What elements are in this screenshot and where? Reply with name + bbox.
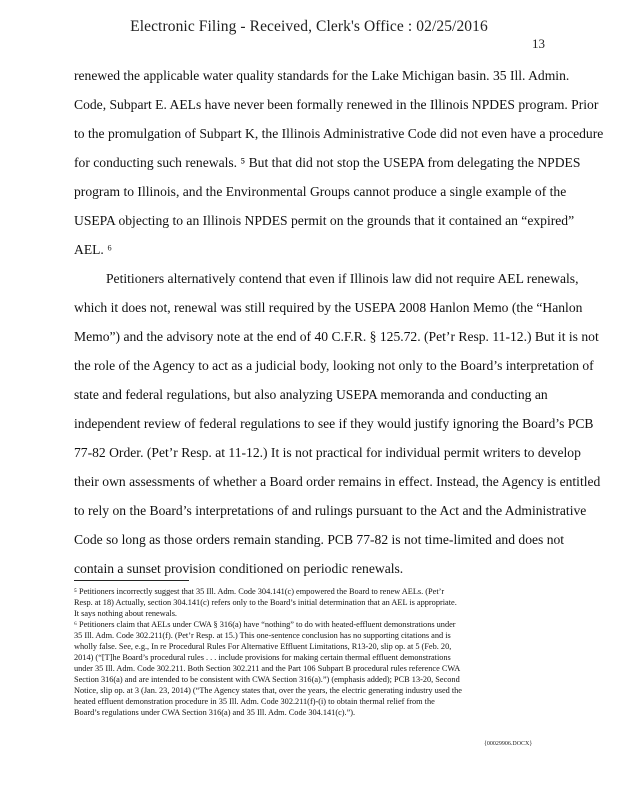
footnote-line: heated effluent demonstration procedure in 35 Ill. Adm. Code 302.211(f)-(i) to obtain thermal relief from the — [74, 697, 435, 706]
body-line: state and federal regulations, but also analyzing USEPA memoranda and conducting an — [74, 387, 548, 402]
body-line: Code, Subpart E. AELs have never been formally renewed in the Illinois NPDES program. Prior — [74, 97, 599, 112]
body-line: AEL. ⁶ — [74, 242, 112, 257]
paragraph-start-line: Petitioners alternatively contend that even if Illinois law did not require AEL renewals, — [106, 271, 579, 286]
body-line: their own assessments of whether a Board order remains in effect. Instead, the Agency is entitled — [74, 474, 601, 489]
footnote-line: wholly false. See, e.g., In re Procedural Rules For Alternative Effluent Limitations, R13-20, slip op. at 5 (Feb. 20, — [74, 642, 452, 651]
document-id: {00029906.DOCX} — [484, 741, 533, 747]
footnote-line: It says nothing about renewals. — [74, 609, 177, 618]
footnote-line: ⁶ Petitioners claim that AELs under CWA § 316(a) have “nothing” to do with heated-effluent demonstrations under — [74, 620, 456, 629]
body-line: the role of the Agency to act as a judicial body, looking not only to the Board’s interpretation of — [74, 358, 594, 373]
body-line: which it does not, renewal was still required by the USEPA 2008 Hanlon Memo (the “Hanlon — [74, 300, 583, 315]
body-line: program to Illinois, and the Environmental Groups cannot produce a single example of the — [74, 184, 567, 199]
body-line: to the promulgation of Subpart K, the Illinois Administrative Code did not even have a procedure — [74, 126, 604, 141]
body-line: Memo”) and the advisory note at the end of 40 C.F.R. § 125.72. (Pet’r Resp. 11-12.) But it is not — [74, 329, 599, 344]
footnote-line: Resp. at 18) Actually, section 304.141(c) refers only to the Board’s initial determination that an AEL is appropriate. — [74, 598, 457, 607]
body-line: renewed the applicable water quality standards for the Lake Michigan basin. 35 Ill. Admin. — [74, 68, 570, 83]
page-number: 13 — [532, 36, 545, 51]
footnote-separator — [74, 580, 189, 581]
footnote-line: 35 Ill. Adm. Code 302.211(f). (Pet’r Resp. at 15.) This one-sentence conclusion has no supporting citations and is — [74, 631, 451, 640]
body-line: contain a sunset provision conditioned on periodic renewals. — [74, 561, 404, 576]
footnote-line: 2014) (“[T]he Board’s procedural rules . . . include provisions for making certain thermal effluent demonstrations — [74, 653, 451, 662]
footnote-line: ⁵ Petitioners incorrectly suggest that 35 Ill. Adm. Code 304.141(c) empowered the Board to renew AELs. (Pet’r — [74, 587, 445, 596]
body-line: 77-82 Order. (Pet’r Resp. at 11-12.) It is not practical for individual permit writers to develop — [74, 445, 581, 460]
efiling-header: Electronic Filing - Received, Clerk's Office : 02/25/2016 — [130, 18, 488, 35]
body-line: Code so long as those orders remain standing. PCB 77-82 is not time-limited and does not — [74, 532, 565, 547]
footnote-line: Board’s regulations under CWA Section 316(a) and 35 Ill. Adm. Code 304.141(c).”). — [74, 708, 356, 717]
footnote-line: Section 316(a) and are intended to be consistent with CWA Section 316(a).”) (emphasis added); PCB 13-20, Second — [74, 675, 460, 684]
body-line: for conducting such renewals. ⁵ But that did not stop the USEPA from delegating the NPDES — [74, 155, 581, 170]
body-line: to rely on the Board’s interpretations of and rulings pursuant to the Act and the Administrative — [74, 503, 587, 518]
body-line: USEPA objecting to an Illinois NPDES permit on the grounds that it contained an “expired” — [74, 213, 575, 228]
footnote-line: under 35 Ill. Adm. Code 302.211. Both Section 302.211 and the Part 106 Subpart B procedural rules reference CWA — [74, 664, 461, 673]
body-line: independent review of federal regulations to see if they would justify ignoring the Board’s PCB — [74, 416, 594, 431]
footnote-line: Notice, slip op. at 3 (Jan. 23, 2014) (“The Agency states that, over the years, the electric generating industry used the — [74, 686, 462, 695]
